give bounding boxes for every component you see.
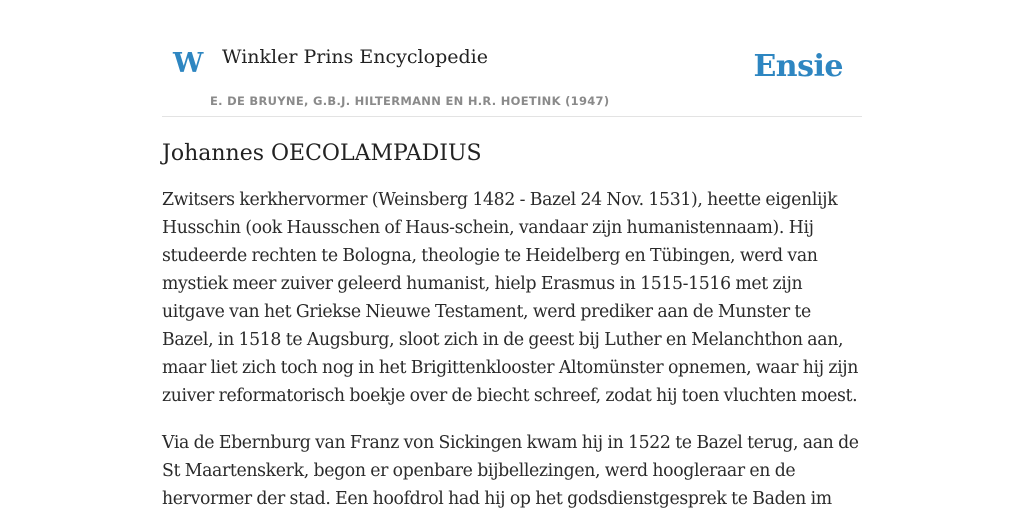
article: [162, 136, 862, 512]
article-paragraph-1: Zwitsers kerkhervormer (Weinsberg 1482 - Bazel 24 Nov. 1531), heette eigenlijk Husschin (ook Hausschen of Haus-schein, vandaar zijn humanistennaam). Hij studeerde rechten te Bologna, theologie te Heidelberg en Tübingen, werd van mystiek meer zuiver geleerd humanist, hielp Erasmus in 1515-1516 met zijn uitgave van het Griekse Nieuwe Testament, werd prediker aan de Munster te Bazel, in 1518 te Augsburg, sloot zich in de geest bij Luther en Melanchthon aan, maar liet zich toch nog in het Brigittenklooster Altomünster opnemen, waar hij zijn zuiver reformatorisch boekje over de biecht schreef, zodat hij toen vluchten moest.: [162, 190, 859, 406]
article-paragraph-2: Via de Ebernburg van Franz von Sickingen kwam hij in 1522 te Bazel terug, aan de St Maartenskerk, begon er openbare bijbellezingen, werd hoogleraar en de hervormer der stad. Een hoofdrol had hij op het godsdienstgesprek te Baden im: [162, 433, 859, 509]
ensie-logo-link[interactable]: Ensie: [753, 49, 843, 84]
article-title: Johannes OECOLAMPADIUS: [162, 141, 482, 166]
site-title[interactable]: Winkler Prins Encyclopedie: [222, 46, 488, 68]
logo-w-icon[interactable]: W: [173, 48, 204, 79]
source-authors: E. DE BRUYNE, G.B.J. HILTERMANN EN H.R. HOETINK (1947): [210, 94, 610, 108]
site-header: [162, 0, 862, 117]
